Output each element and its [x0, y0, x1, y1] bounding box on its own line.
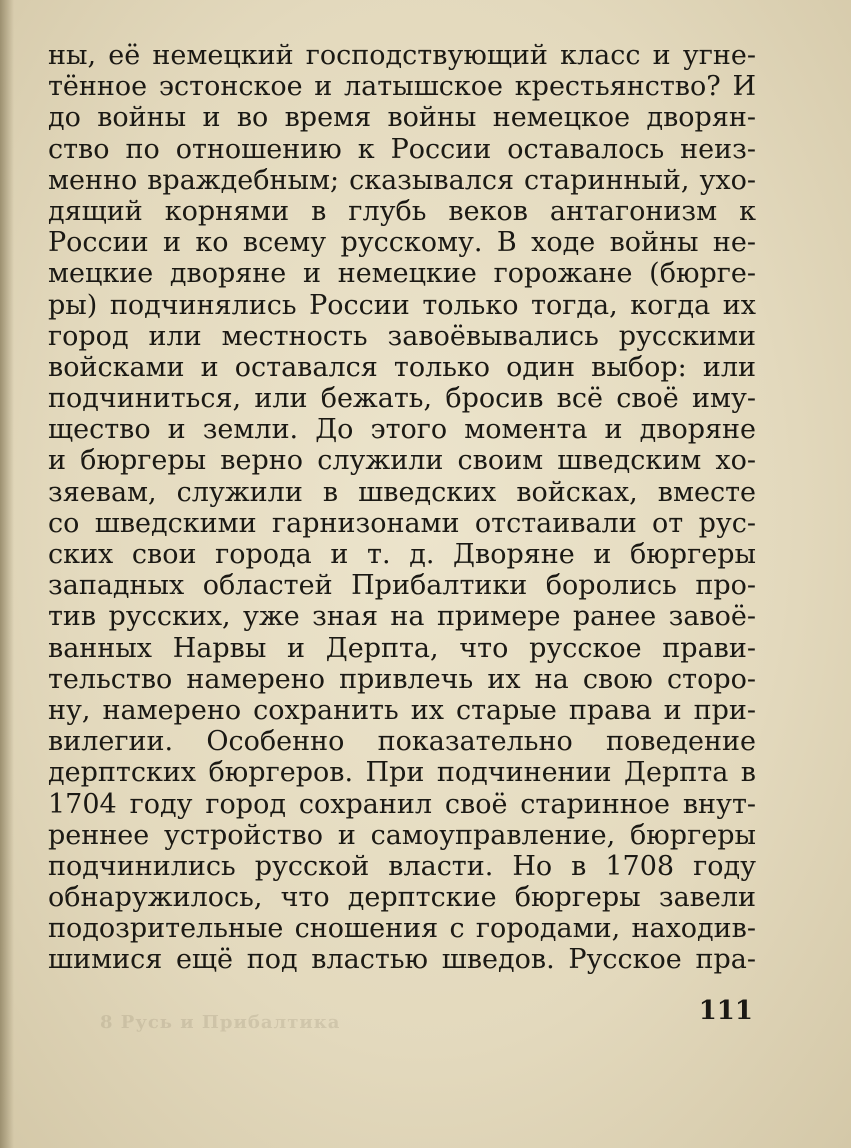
- bleed-through-text: 8 Русь и Прибалтика: [100, 1012, 341, 1033]
- text-line: подчинились русской власти. Но в 1708 году: [48, 850, 756, 882]
- text-line: ры) подчинялись России только тогда, когда их: [48, 289, 756, 321]
- text-line: шимися ещё под властью шведов. Русское пра-: [48, 944, 756, 976]
- text-line: ванных Нарвы и Дерпта, что русское прави-: [48, 632, 756, 664]
- text-line: ну, намерено сохранить их старые права и при-: [48, 694, 756, 726]
- text-line: дерптских бюргеров. При подчинении Дерпта в: [48, 757, 756, 789]
- text-line: дящий корнями в глубь веков антагонизм к: [48, 195, 756, 227]
- text-line: подозрительные сношения с городами, находив-: [48, 913, 756, 945]
- text-line: обнаружилось, что дерптские бюргеры завели: [48, 882, 756, 914]
- page-number: 111: [698, 996, 753, 1026]
- text-line: 1704 году город сохранил своё старинное внут-: [48, 788, 756, 820]
- text-line: тив русских, уже зная на примере ранее завоё-: [48, 601, 756, 633]
- text-line: зяевам, служили в шведских войсках, вместе: [48, 476, 756, 508]
- text-line: России и ко всему русскому. В ходе войны не-: [48, 227, 756, 259]
- text-line: тённое эстонское и латышское крестьянство? И: [48, 71, 756, 103]
- text-line: до войны и во время войны немецкое дворян-: [48, 102, 756, 134]
- text-line: войсками и оставался только один выбор: или: [48, 351, 756, 383]
- spine-shadow: [0, 0, 14, 1148]
- body-text: [48, 40, 756, 976]
- text-line: реннее устройство и самоуправление, бюргеры: [48, 819, 756, 851]
- text-line: тельство намерено привлечь их на свою сторо-: [48, 663, 756, 695]
- text-line: город или местность завоёвывались русскими: [48, 320, 756, 352]
- text-line: западных областей Прибалтики боролись про-: [48, 570, 756, 602]
- text-line: ны, её немецкий господствующий класс и угне-: [48, 40, 756, 71]
- text-line: ских свои города и т. д. Дворяне и бюргеры: [48, 539, 756, 570]
- text-line: ство по отношению к России оставалось неиз-: [48, 133, 756, 165]
- text-line: вилегии. Особенно показательно поведение: [48, 726, 756, 758]
- text-line: и бюргеры верно служили своим шведским хо-: [48, 445, 756, 477]
- text-line: щество и земли. До этого момента и дворяне: [48, 414, 756, 446]
- text-line: мецкие дворяне и немецкие горожане (бюрге-: [48, 258, 756, 290]
- text-line: менно враждебным; сказывался старинный, ухо-: [48, 164, 756, 196]
- text-line: со шведскими гарнизонами отстаивали от рус-: [48, 507, 756, 539]
- text-line: подчиниться, или бежать, бросив всё своё иму-: [48, 383, 756, 415]
